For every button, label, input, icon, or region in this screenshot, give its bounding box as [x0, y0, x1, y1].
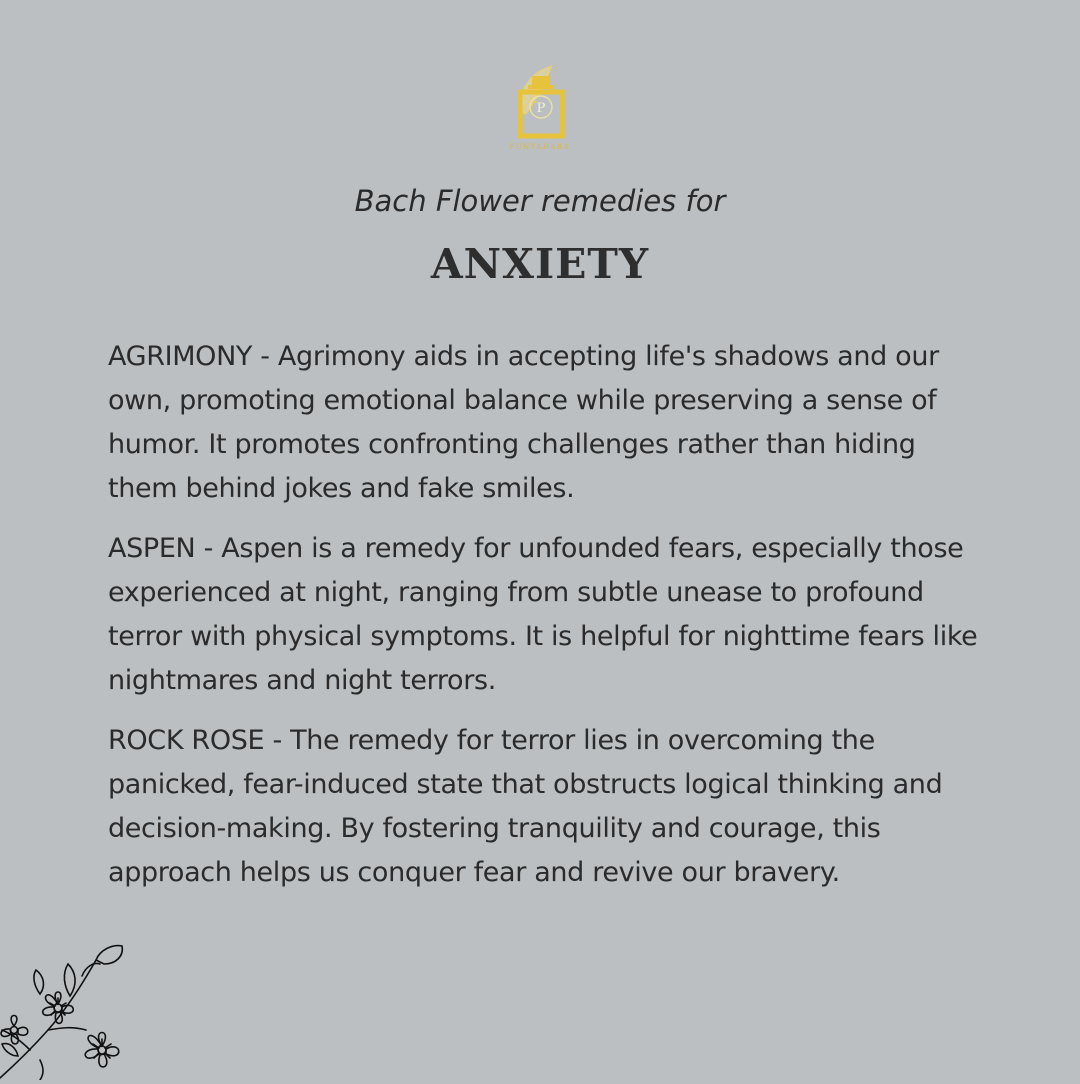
brand-name: PUNYAHARA [509, 143, 571, 151]
remedies-list [108, 335, 988, 911]
remedy-agrimony: AGRIMONY - Agrimony aids in accepting life's shadows and our own, promoting emotional balance while preserving a sense of humor. It promotes confronting challenges rather than hiding them behind jokes and fake smiles. [108, 341, 939, 504]
remedy-aspen: ASPEN - Aspen is a remedy for unfounded fears, especially those experienced at night, ranging from subtle unease to profound terror with physical symptoms. It is helpful for nighttime fears like nightmares and night terrors. [108, 533, 978, 696]
remedy-rock-rose: ROCK ROSE - The remedy for terror lies in overcoming the panicked, fear-induced state that obstructs logical thinking and decision-making. By fostering tranquility and courage, this approach helps us conquer fear and revive our bravery. [108, 725, 943, 888]
cherry-blossom-branch-icon [0, 930, 140, 1080]
page-subtitle: Bach Flower remedies for [354, 184, 726, 218]
logo-letter: P [536, 101, 546, 116]
page-title: ANXIETY [430, 240, 650, 288]
